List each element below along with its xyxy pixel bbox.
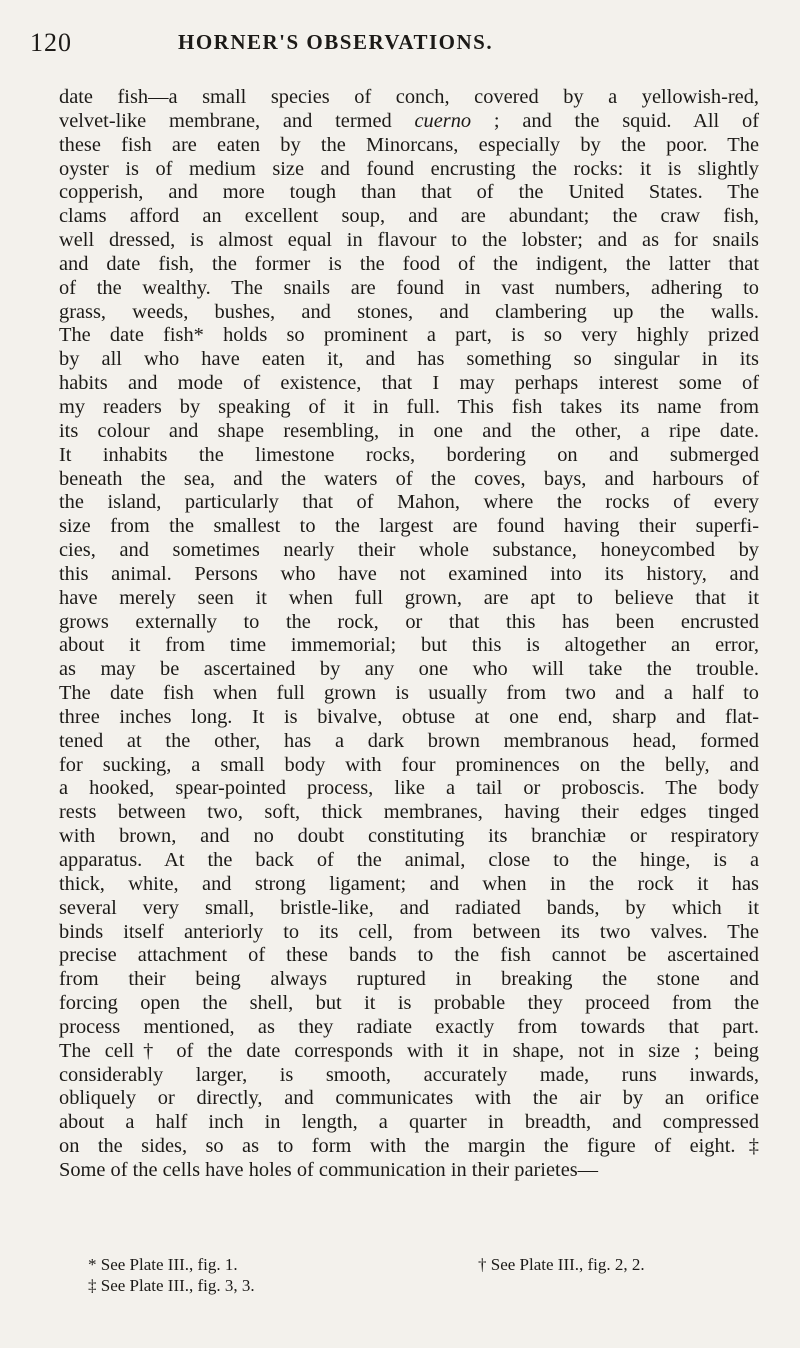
text-line: and date fish, the former is the food of the indigent, the latter that [59,252,759,275]
text-line: date fish—a small species of conch, covered by a yellowish-red, [59,86,759,108]
page-header [30,28,750,68]
text-line: these fish are eaten by the Minorcans, especially by the poor. The [59,133,759,156]
footnotes [88,1254,768,1296]
text-line: habits and mode of existence, that I may perhaps interest some of [59,372,759,395]
text-line: The date fish when full grown is usually from two and a half to [59,682,759,705]
footnote-row [88,1254,768,1275]
text-line: for sucking, a small body with four prominences on the belly, and [59,753,759,776]
text-line: have merely seen it when full grown, are apt to believe that it [59,586,759,609]
text-line: rests between two, soft, thick membranes, having their edges tinged [59,801,759,824]
text-line: about it from time immemorial; but this is altogether an error, [59,634,759,657]
text-line: Some of the cells have holes of communication in their parietes— [59,1158,599,1181]
text-line: several very small, bristle-like, and radiated bands, by which it [59,896,759,919]
text-line: its colour and shape resembling, in one and the other, a ripe date. [59,419,759,442]
footnote-3: ‡ See Plate III., fig. 3, 3. [88,1276,255,1295]
text-line: my readers by speaking of it in full. This fish takes its name from [59,395,759,418]
text-line: with brown, and no doubt constituting its branchiæ or respiratory [59,825,759,848]
text-line: beneath the sea, and the waters of the coves, bays, and harbours of [59,467,759,490]
text-line: this animal. Persons who have not examined into its history, and [59,562,759,585]
text-line: velvet-like membrane, and termed cuerno ; and the squid. All of [59,109,759,132]
text-line: well dressed, is almost equal in flavour to the lobster; and as for snails [59,229,759,252]
text-line: three inches long. It is bivalve, obtuse at one end, sharp and flat- [59,705,759,728]
page-number: 120 [30,28,72,57]
running-head: HORNER'S OBSERVATIONS. [178,30,494,54]
text-line: as may be ascertained by any one who will take the trouble. [59,658,759,681]
text-line: binds itself anteriorly to its cell, from between its two valves. The [59,920,759,943]
text-line: clams afford an excellent soup, and are abundant; the craw fish, [59,205,759,228]
text-line: obliquely or directly, and communicates with the air by an orifice [59,1087,759,1110]
text-line: on the sides, so as to form with the margin the figure of eight.‡ [59,1135,759,1158]
text-line: forcing open the shell, but it is probable they proceed from the [59,992,759,1015]
text-line: precise attachment of these bands to the fish cannot be ascertained [59,944,759,967]
text-line: grows externally to the rock, or that this has been encrusted [59,610,759,633]
text-line: thick, white, and strong ligament; and when in the rock it has [59,872,759,895]
text-line: apparatus. At the back of the animal, close to the hinge, is a [59,849,759,871]
text-line: of the wealthy. The snails are found in vast numbers, adhering to [59,276,759,299]
footnote-row [88,1275,768,1296]
text-line: cies, and sometimes nearly their whole substance, honeycombed by [59,539,759,562]
text-line: copperish, and more tough than that of the United States. The [59,181,759,204]
text-line: about a half inch in length, a quarter in breadth, and compressed [59,1111,759,1134]
text-line: grass, weeds, bushes, and stones, and clambering up the walls. [59,300,759,323]
footnote-2: † See Plate III., fig. 2, 2. [478,1255,645,1274]
text-line: the island, particularly that of Mahon, where the rocks of every [59,491,759,514]
body-text [59,86,759,1183]
text-line: size from the smallest to the largest are found having their superfi- [59,515,759,538]
text-line: by all who have eaten it, and has something so singular in its [59,348,759,371]
text-line: oyster is of medium size and found encrusting the rocks: it is slightly [59,157,759,180]
text-line: considerably larger, is smooth, accurately made, runs inwards, [59,1063,759,1086]
text-line: tened at the other, has a dark brown membranous head, formed [59,729,759,752]
footnote-1: * See Plate III., fig. 1. [88,1255,238,1274]
text-line: The date fish* holds so prominent a part, is so very highly prized [59,324,759,347]
text-line: The cell† of the date corresponds with it in shape, not in size ; being [59,1039,759,1062]
text-line: from their being always ruptured in breaking the stone and [59,968,759,991]
text-line: a hooked, spear-pointed process, like a tail or proboscis. The body [59,777,759,800]
text-line: process mentioned, as they radiate exactly from towards that part. [59,1015,759,1038]
text-line: It inhabits the limestone rocks, bordering on and submerged [59,443,759,466]
